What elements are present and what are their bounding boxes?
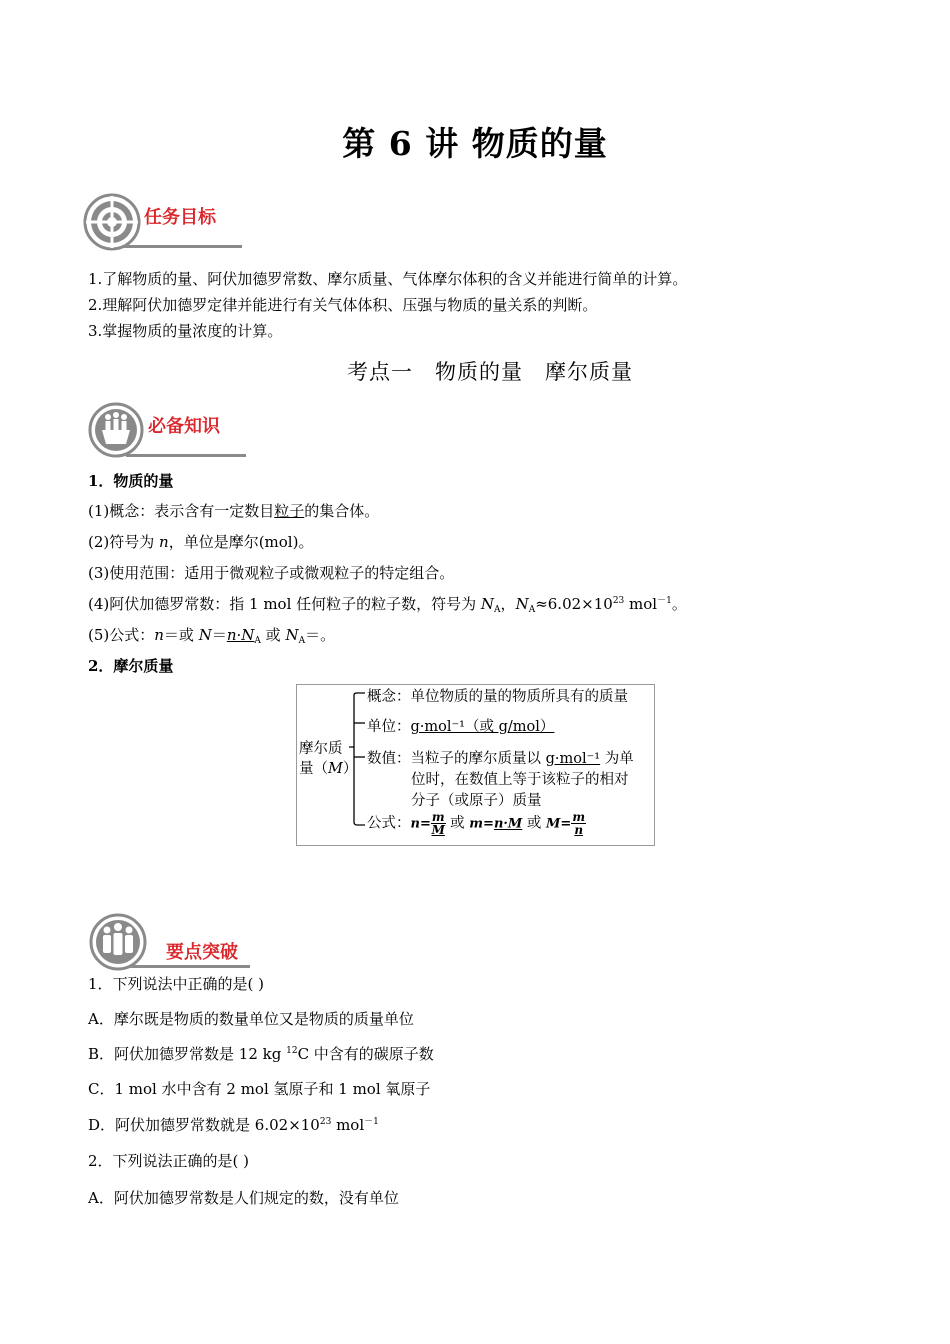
kaodian-heading: 考点一 物质的量 摩尔质量 — [347, 360, 633, 384]
fraction-m-over-M: $\frac{m}{M}$ — [431, 810, 445, 837]
section-underline — [122, 245, 242, 248]
knowledge-p2: (2)符号为 n，单位是摩尔(mol)。 — [88, 533, 314, 551]
knowledge-p4: (4)阿伏加德罗常数：指 1 mol 任何粒子的粒子数，符号为 $N_A$，$N_A\approx 6.02\times 10^{23}$ mol$^{-1}$。 — [88, 595, 687, 615]
diagram-root-line2: 量（M） — [299, 761, 358, 777]
section-label-knowledge: 必备知识 — [148, 416, 220, 437]
section-badge-breakthrough — [82, 912, 252, 972]
team-icon — [88, 912, 148, 972]
diagram-value-line1: 数值：当粒子的摩尔质量以 g·mol⁻¹ 为单 — [367, 751, 634, 767]
knowledge-heading-1: 1．物质的量 — [88, 472, 174, 490]
diagram-value-line3: 分子（或原子）质量 — [411, 793, 542, 809]
section-badge-knowledge — [82, 400, 252, 460]
question-2-option-a: A．阿伏加德罗常数是人们规定的数，没有单位 — [88, 1189, 399, 1207]
goal-item-3: 3.掌握物质的量浓度的计算。 — [88, 322, 283, 340]
diagram-concept: 概念：单位物质的量的物质所具有的质量 — [367, 689, 628, 705]
section-label-goals: 任务目标 — [144, 207, 216, 228]
question-1-option-c: C．1 mol 水中含有 2 mol 氢原子和 1 mol 氧原子 — [88, 1080, 431, 1098]
knowledge-p5: (5)公式：n＝或 $N=n\cdot N_A$ 或 $N_A=$。 — [88, 626, 336, 646]
knowledge-p3: (3)使用范围：适用于微观粒子或微观粒子的特定组合。 — [88, 564, 455, 582]
fraction-m-over-n: $\frac{m}{n}$ — [572, 810, 586, 837]
target-icon — [82, 192, 142, 252]
diagram-formula: 公式：n= $\frac{m}{M}$ 或 m=n·M 或 M= $\frac{m}{n}$ — [367, 810, 586, 837]
question-1: 1．下列说法中正确的是( ) — [88, 975, 265, 993]
diagram-root-line1: 摩尔质 — [299, 741, 343, 757]
section-underline — [130, 965, 250, 968]
section-badge-goals — [82, 192, 252, 252]
question-1-option-a: A．摩尔既是物质的数量单位又是物质的质量单位 — [88, 1010, 414, 1028]
diagram-unit: 单位：g·mol⁻¹（或 g/mol） — [367, 719, 555, 735]
molar-mass-diagram — [296, 684, 655, 846]
question-1-option-d: D．阿伏加德罗常数就是 $6.02\times 10^{23}$ mol$^{-1}$ — [88, 1116, 379, 1134]
knowledge-p1: (1)概念：表示含有一定数目粒子的集合体。 — [88, 502, 380, 520]
underlined-answer: $n\cdot N_A$ — [226, 626, 261, 646]
section-label-breakthrough: 要点突破 — [166, 942, 238, 963]
underlined-answer: 粒子 — [274, 502, 305, 520]
question-2: 2．下列说法正确的是( ) — [88, 1152, 250, 1170]
page-title: 第 6 讲 物质的量 — [342, 124, 608, 163]
goal-item-2: 2.理解阿伏加德罗定律并能进行有关气体体积、压强与物质的量关系的判断。 — [88, 296, 598, 314]
section-underline — [126, 454, 246, 457]
diagram-value-line2: 位时，在数值上等于该粒子的相对 — [411, 772, 629, 788]
question-1-option-b: B．阿伏加德罗常数是 12 kg $^{12}$C 中含有的碳原子数 — [88, 1045, 434, 1063]
goal-item-1: 1.了解物质的量、阿伏加德罗常数、摩尔质量、气体摩尔体积的含义并能进行简单的计算。 — [88, 270, 688, 288]
people-group-icon — [88, 402, 144, 458]
knowledge-heading-2: 2．摩尔质量 — [88, 657, 174, 675]
